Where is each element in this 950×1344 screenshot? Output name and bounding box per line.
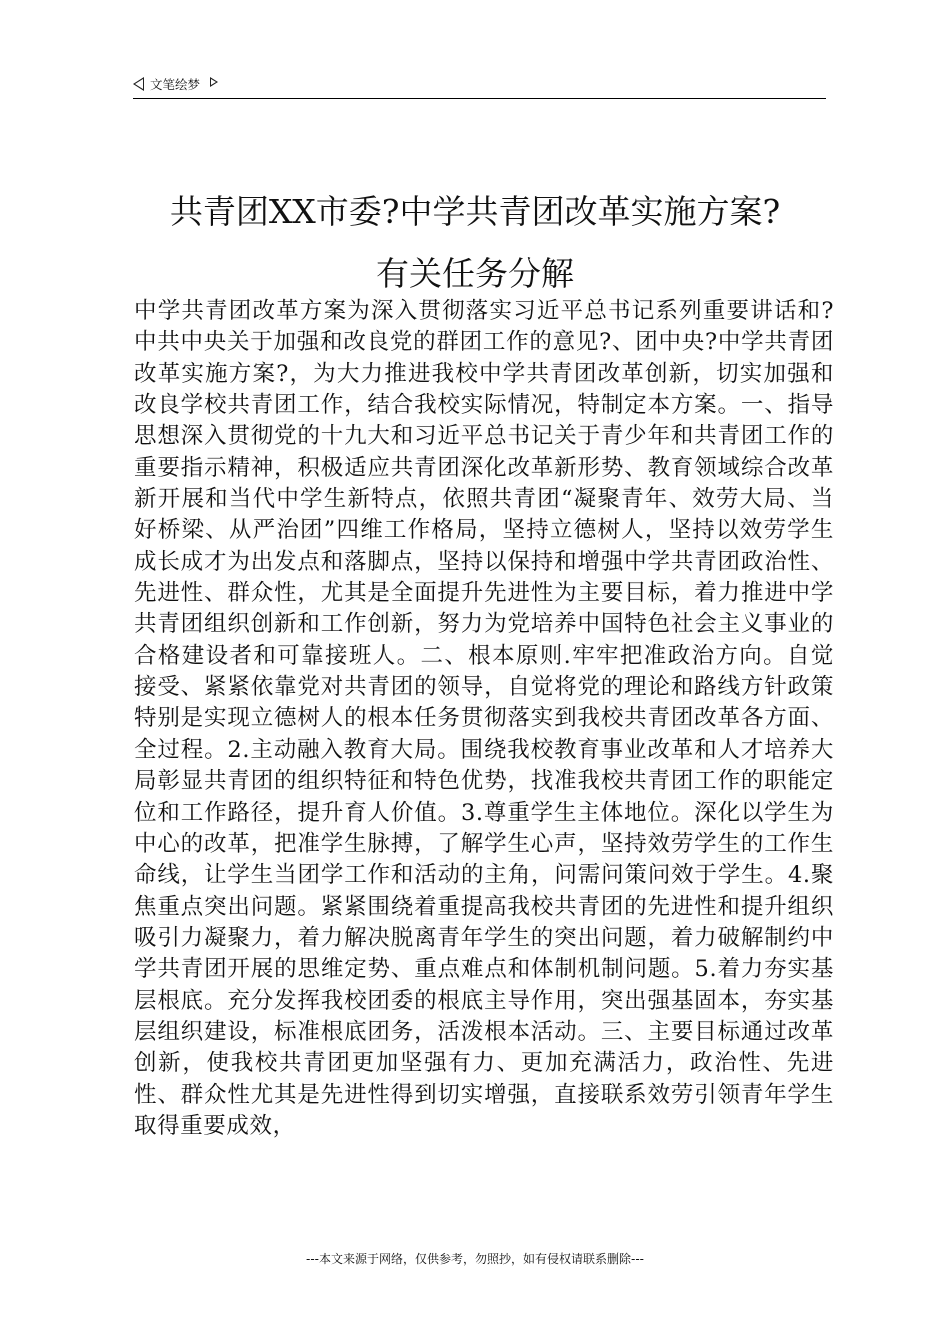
header-brand-row xyxy=(133,74,826,94)
page-header xyxy=(133,74,826,99)
triangle-right-icon xyxy=(210,77,218,87)
document-body-text: 中学共青团改革方案为深入贯彻落实习近平总书记系列重要讲话和?中共中央关于加强和改良党的群团工作的意见?、团中央?中学共青团改革实施方案?，为大力推进我校中学共青团改革创新，切实加强和改良学校共青团工作，结合我校实际情况，特制定本方案。一、指导思想深入贯彻党的十九大和习近平总书记关于青少年和共青团工作的重要指示精神，积极适应共青团深化改革新形势、教育领域综合改革新开展和当代中学生新特点，依照共青团“凝聚青年、效劳大局、当好桥梁、从严治团”四维工作格局，坚持立德树人，坚持以效劳学生成长成才为出发点和落脚点，坚持以保持和增强中学共青团政治性、先进性、群众性，尤其是全面提升先进性为主要目标，着力推进中学共青团组织创新和工作创新，努力为党培养中国特色社会主义事业的合格建设者和可靠接班人。二、根本原则.牢牢把准政治方向。自觉接受、紧紧依靠党对共青团的领导，自觉将党的理论和路线方针政策特别是实现立德树人的根本任务贯彻落实到我校共青团改革各方面、全过程。2.主动融入教育大局。围绕我校教育事业改革和人才培养大局彰显共青团的组织特征和特色优势，找准我校共青团工作的职能定位和工作路径，提升育人价值。3.尊重学生主体地位。深化以学生为中心的改革，把准学生脉搏，了解学生心声，坚持效劳学生的工作生命线，让学生当团学工作和活动的主角，问需问策问效于学生。4.聚焦重点突出问题。紧紧围绕着重提高我校共青团的先进性和提升组织吸引力凝聚力，着力解决脱离青年学生的突出问题，着力破解制约中学共青团开展的思维定势、重点难点和体制机制问题。5.着力夯实基层根底。充分发挥我校团委的根底主导作用，突出强基固本，夯实基层组织建设，标准根底团务，活泼根本活动。三、主要目标通过改革创新，使我校共青团更加坚强有力、更加充满活力，政治性、先进性、群众性尤其是先进性得到切实增强，直接联系效劳引领青年学生取得重要成效， xyxy=(134,298,834,1139)
document-title-line-2: 有关任务分解 xyxy=(376,254,574,293)
page-footer-notice: ---本文来源于网络，仅供参考，勿照抄，如有侵权请联系删除--- xyxy=(306,1252,644,1266)
document-title-line-1: 共青团XX市委?中学共青团改革实施方案? xyxy=(169,192,781,231)
triangle-left-icon xyxy=(133,77,144,91)
header-brand-text: 文笔绘梦 xyxy=(150,77,201,92)
